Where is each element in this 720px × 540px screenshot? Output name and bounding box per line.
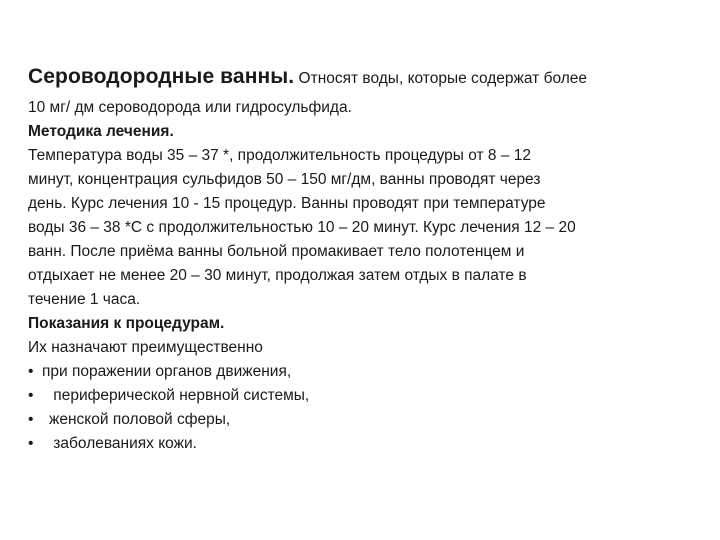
slide-title: Сероводородные ванны. [28, 65, 295, 88]
list-item-text: при поражении органов движения, [42, 363, 292, 380]
list-item [28, 360, 698, 384]
bullet-icon: • [28, 435, 34, 452]
intro-line: 10 мг/ дм сероводорода или гидросульфида. [28, 99, 352, 116]
method-line: ванн. После приёма ванны больной промакивает тело полотенцем и [28, 243, 525, 260]
indications-list [28, 360, 698, 456]
bullet-icon: • [28, 363, 34, 380]
method-line: отдыхает не менее 20 – 30 минут, продолжая затем отдых в палате в [28, 267, 527, 284]
method-line: день. Курс лечения 10 - 15 процедур. Ванны проводят при температуре [28, 195, 546, 212]
method-heading: Методика лечения. [28, 123, 174, 140]
slide-body [28, 62, 698, 456]
list-item-text: женской половой сферы, [49, 411, 231, 428]
bullet-icon: • [28, 387, 34, 404]
list-item-text: периферической нервной системы, [49, 387, 310, 404]
list-item [28, 384, 698, 408]
list-item [28, 432, 698, 456]
method-line: минут, концентрация сульфидов 50 – 150 мг/дм, ванны проводят через [28, 171, 541, 188]
title-line [28, 62, 698, 94]
indications-heading: Показания к процедурам. [28, 315, 225, 332]
indications-intro: Их назначают преимущественно [28, 339, 263, 356]
method-line: Температура воды 35 – 37 *, продолжительность процедуры от 8 – 12 [28, 147, 532, 164]
bullet-icon: • [28, 411, 34, 428]
list-item [28, 408, 698, 432]
method-line: воды 36 – 38 *С с продолжительностью 10 – 20 минут. Курс лечения 12 – 20 [28, 219, 576, 236]
list-item-text: заболеваниях кожи. [49, 435, 197, 452]
method-line: течение 1 часа. [28, 291, 141, 308]
title-continuation: Относят воды, которые содержат более [294, 70, 588, 87]
